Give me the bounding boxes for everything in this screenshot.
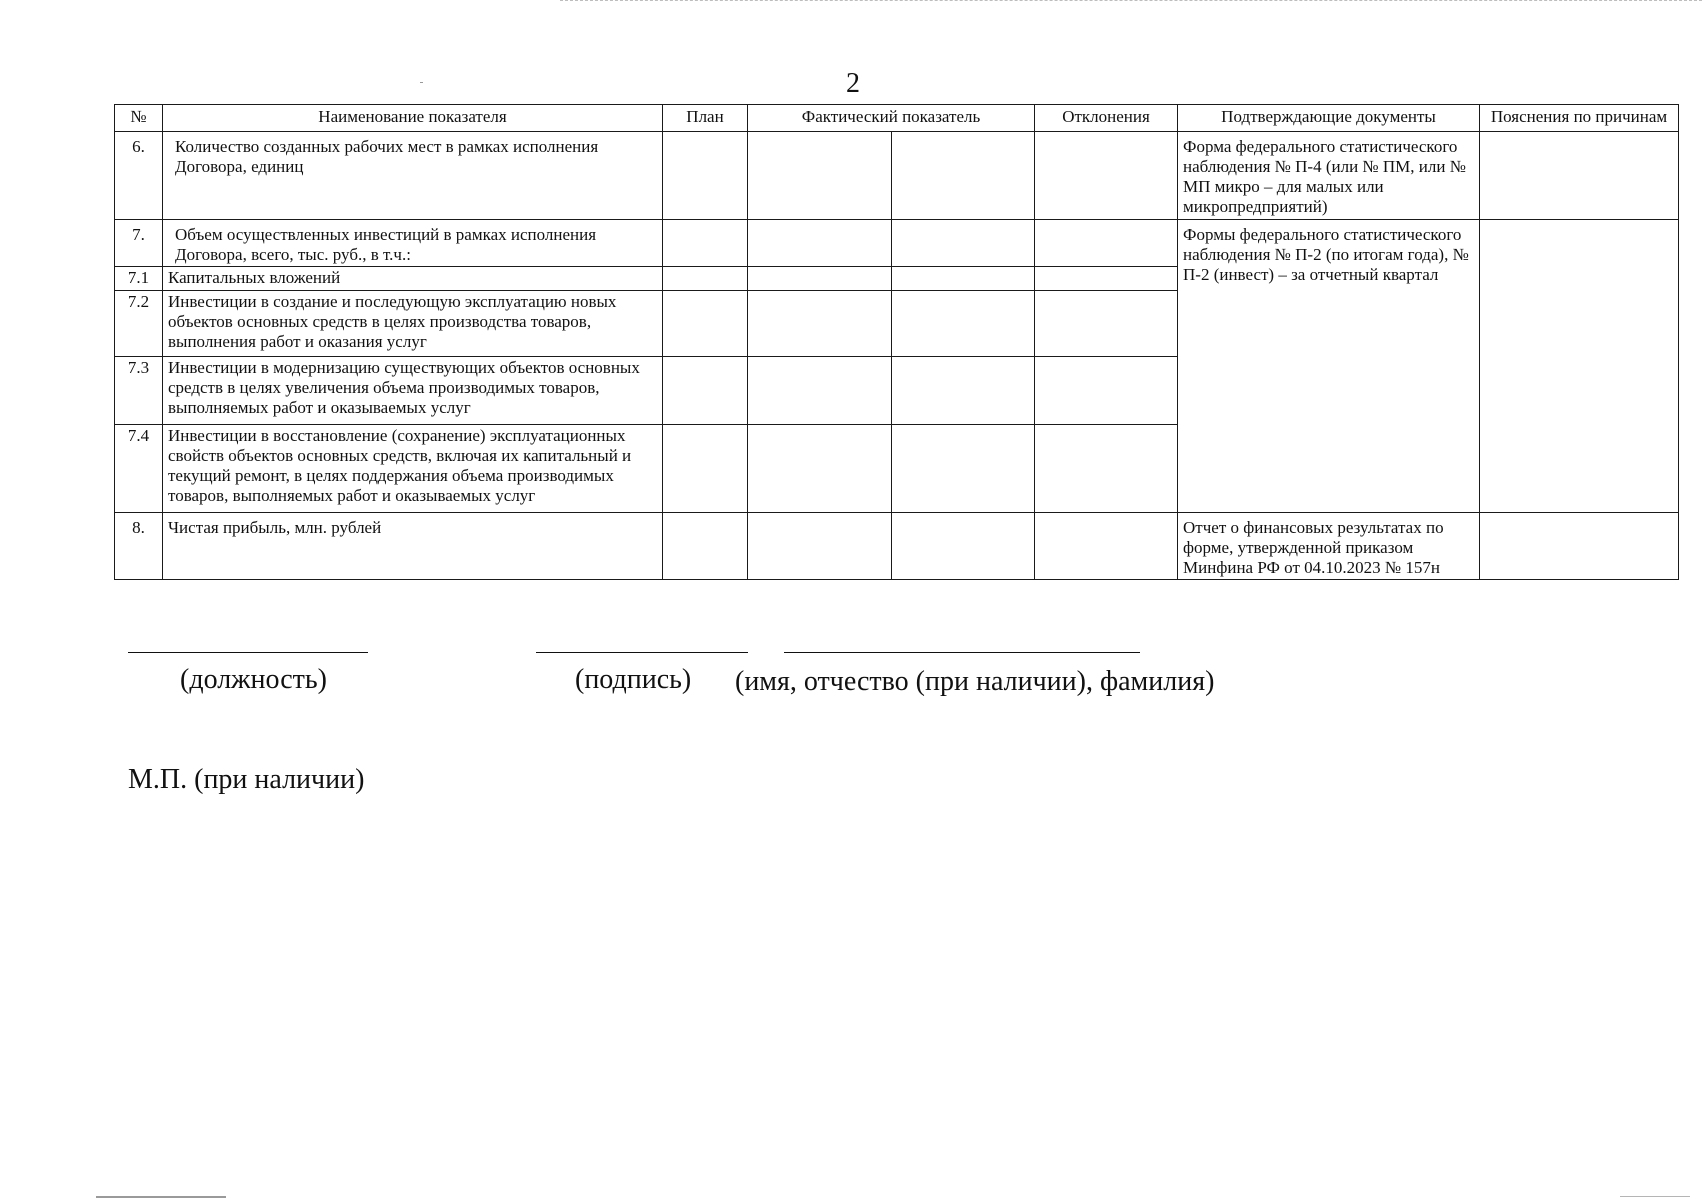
header-deviation: Отклонения [1035, 105, 1178, 132]
plan-cell [663, 291, 748, 357]
table-row [115, 513, 1679, 580]
explanation-cell [1480, 513, 1679, 580]
actual-cell-b [892, 425, 1035, 513]
row-name: Объем осуществленных инвестиций в рамках исполнения Договора, всего, тыс. руб., в т.ч.: [163, 220, 663, 267]
header-name: Наименование показателя [163, 105, 663, 132]
actual-cell-b [892, 132, 1035, 220]
header-actual: Фактический показатель [748, 105, 1035, 132]
row-name: Чистая прибыль, млн. рублей [163, 513, 663, 580]
row-num: 7.2 [115, 291, 163, 357]
scan-edge-bottom-right [1620, 1196, 1690, 1197]
table-header-row [115, 105, 1679, 132]
actual-cell-b [892, 291, 1035, 357]
actual-cell-a [748, 132, 892, 220]
row-name: Инвестиции в восстановление (сохранение) эксплуатационных свойств объектов основных средств, включая их капитальный и текущий ремонт, в целях поддержания объема производимых товаров, выполняемых работ и оказываемых услуг [163, 425, 663, 513]
actual-cell-a [748, 267, 892, 291]
full-name-signature-line [784, 652, 1140, 653]
deviation-cell [1035, 357, 1178, 425]
deviation-cell [1035, 425, 1178, 513]
row-document: Форма федерального статистического наблюдения № П-4 (или № ПМ, или № МП микро – для малых или микропредприятий) [1178, 132, 1480, 220]
deviation-cell [1035, 267, 1178, 291]
row-document: Формы федерального статистического наблюдения № П-2 (по итогам года), № П-2 (инвест) – за отчетный квартал [1178, 220, 1480, 513]
deviation-cell [1035, 513, 1178, 580]
header-documents: Подтверждающие документы [1178, 105, 1480, 132]
actual-cell-a [748, 425, 892, 513]
actual-cell-a [748, 220, 892, 267]
plan-cell [663, 267, 748, 291]
plan-cell [663, 513, 748, 580]
stamp-placeholder: М.П. (при наличии) [128, 764, 365, 795]
deviation-cell [1035, 291, 1178, 357]
actual-cell-a [748, 357, 892, 425]
row-num: 6. [115, 132, 163, 220]
position-signature-line [128, 652, 368, 653]
row-num: 8. [115, 513, 163, 580]
full-name-label: (имя, отчество (при наличии), фамилия) [735, 666, 1215, 697]
row-num: 7. [115, 220, 163, 267]
row-name: Инвестиции в модернизацию существующих объектов основных средств в целях увеличения объема производимых товаров, выполняемых работ и оказываемых услуг [163, 357, 663, 425]
actual-cell-b [892, 267, 1035, 291]
row-num: 7.4 [115, 425, 163, 513]
row-document: Отчет о финансовых результатах по форме, утвержденной приказом Минфина РФ от 04.10.2023 № 157н [1178, 513, 1480, 580]
row-num: 7.1 [115, 267, 163, 291]
deviation-cell [1035, 132, 1178, 220]
header-plan: План [663, 105, 748, 132]
signature-line [536, 652, 748, 653]
plan-cell [663, 220, 748, 267]
table-row [115, 132, 1679, 220]
explanation-cell [1480, 132, 1679, 220]
header-num: № [115, 105, 163, 132]
scan-edge-bottom [96, 1196, 226, 1198]
position-label: (должность) [180, 664, 327, 695]
actual-cell-b [892, 220, 1035, 267]
indicators-table [114, 104, 1679, 580]
explanation-cell [1480, 220, 1679, 513]
scan-edge-top [560, 0, 1702, 2]
row-name: Капитальных вложений [163, 267, 663, 291]
row-num: 7.3 [115, 357, 163, 425]
signature-label: (подпись) [575, 664, 692, 695]
actual-cell-b [892, 357, 1035, 425]
row-name: Инвестиции в создание и последующую эксплуатацию новых объектов основных средств в целях производства товаров, выполнения работ и оказания услуг [163, 291, 663, 357]
table-row [115, 220, 1679, 267]
row-name: Количество созданных рабочих мест в рамках исполнения Договора, единиц [163, 132, 663, 220]
page-number: 2 [846, 68, 860, 99]
actual-cell-a [748, 513, 892, 580]
actual-cell-b [892, 513, 1035, 580]
plan-cell [663, 132, 748, 220]
plan-cell [663, 425, 748, 513]
scan-speck [420, 82, 423, 83]
deviation-cell [1035, 220, 1178, 267]
plan-cell [663, 357, 748, 425]
header-explanations: Пояснения по причинам [1480, 105, 1679, 132]
actual-cell-a [748, 291, 892, 357]
